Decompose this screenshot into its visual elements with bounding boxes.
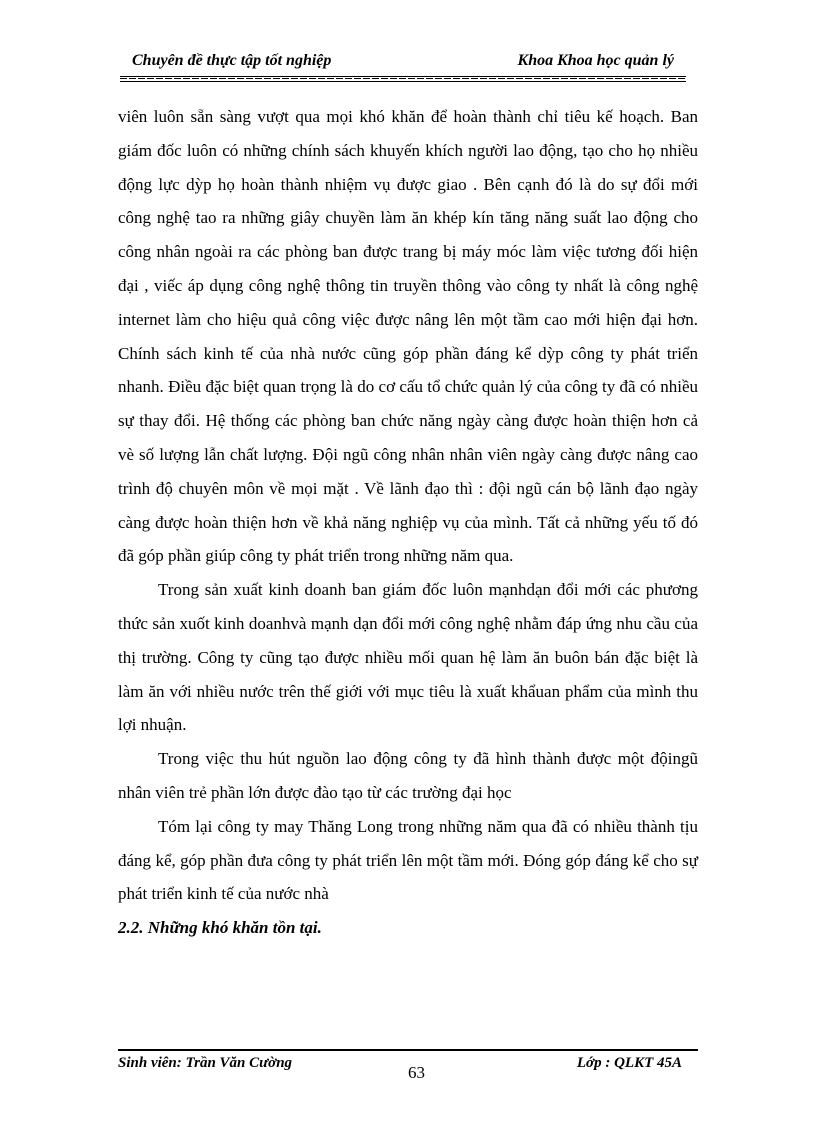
footer-divider	[118, 1049, 698, 1051]
page-footer	[118, 1053, 698, 1083]
header-faculty: Khoa Khoa học quản lý	[517, 52, 674, 69]
footer-student: Sinh viên: Trần Văn Cường	[118, 1055, 293, 1071]
paragraph-1: viên luôn sẵn sàng vượt qua mọi khó khăn để hoàn thành chỉ tiêu kế hoạch. Ban giám đốc luôn có những chính sách khuyến khích người lao động, tạo cho họ nhiều động lực dỳp họ hoàn thành nhiệm vụ được giao . Bên cạnh đó là do sự đổi mới công nghệ tao ra những giây chuyền làm ăn khép kín tăng năng suất lao động cho công nhân ngoài ra các phòng ban được trang bị máy móc làm việc tương đối hiện đại , viếc áp dụng công nghệ thông tin truyền thông vào công ty nhất là công nghệ internet làm cho hiệu quả công việc được nâng lên một tầm cao mới hiện đại hơn. Chính sách kinh tế của nhà nước cũng góp phần đáng kể dỳp công ty phát triển nhanh. Điều đặc biệt quan trọng là do cơ cấu tổ chức quản lý của công ty đã có nhiều sự thay đổi. Hệ thống các phòng ban chức năng ngày càng được hoàn thiện hơn cả vè số lượng lẫn chất lượng. Đội ngũ công nhân nhân viên ngày càng được nâng cao trình độ chuyên môn về mọi mặt . Về lãnh đạo thì : đội ngũ cán bộ lãnh đạo ngày càng được hoàn thiện hơn về khả năng nghiệp vụ của mình. Tất cả những yếu tố đó đã góp phần giúp công ty phát triển trong những năm qua.	[118, 107, 698, 566]
header-title: Chuyên đề thực tập tốt nghiệp	[132, 52, 332, 69]
paragraph-3: Trong việc thu hút nguồn lao động công ty đã hình thành được một độingũ nhân viên trẻ phần lớn được đào tạo từ các trường đại học	[118, 749, 698, 802]
document-body	[118, 100, 698, 945]
page-header	[120, 48, 686, 74]
page-number: 63	[408, 1063, 425, 1082]
footer-class: Lớp : QLKT 45A	[576, 1055, 682, 1071]
paragraph-2: Trong sản xuất kinh doanh ban giám đốc luôn mạnhdạn đổi mới các phương thức sản xuốt kinh doanhvà mạnh dạn đổi mới công nghệ nhằm đáp ứng nhu cầu của thị trường. Công ty cũng tạo được nhiều mối quan hệ làm ăn buôn bán đặc biệt là làm ăn với nhiều nước trên thế giới với mục tiêu là xuất khẩuan phẩm của mình thu lợi nhuận.	[118, 580, 698, 735]
paragraph-4: Tóm lại công ty may Thăng Long trong những năm qua đã có nhiều thành tịu đáng kể, góp phần đưa công ty phát triển lên một tầm mới. Đóng góp đáng kể cho sự phát triển kinh tế của nước nhà	[118, 816, 698, 904]
header-divider	[120, 76, 686, 82]
section-heading: 2.2. Những khó khăn tồn tại.	[118, 918, 322, 938]
